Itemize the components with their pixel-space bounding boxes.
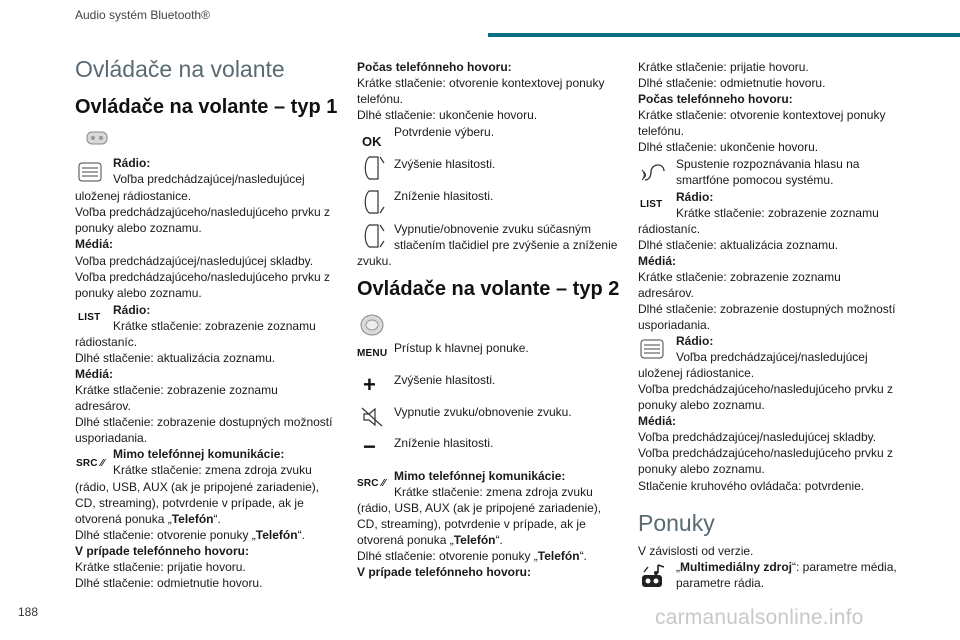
mute-speaker-icon bbox=[360, 406, 384, 428]
text-line: ponuky alebo zoznamu. bbox=[75, 221, 202, 235]
call-title: V prípade telefónneho hovoru: bbox=[75, 544, 250, 558]
section-heading: Ovládače na volante bbox=[75, 56, 285, 82]
text-line: Dlhé stlačenie: aktualizácia zoznamu. bbox=[75, 351, 276, 365]
text-line: rádiostaníc. bbox=[75, 335, 138, 349]
text-line: Voľba predchádzajúcej/nasledujúcej bbox=[113, 172, 305, 186]
src-button-icon: SRC ⁄⁄ bbox=[357, 478, 386, 489]
text-line: Krátke stlačenie: zobrazenie zoznamu bbox=[75, 383, 278, 397]
text-line: adresárov. bbox=[638, 286, 694, 300]
text-line: telefónu. bbox=[638, 124, 685, 138]
text-line: Krátke stlačenie: zmena zdroja zvuku bbox=[113, 463, 312, 477]
text-line: Krátke stlačenie: zobrazenie zoznamu bbox=[638, 270, 841, 284]
text-line: Voľba predchádzajúcej/nasledujúcej skladby. bbox=[75, 254, 314, 268]
text-line: Spustenie rozpoznávania hlasu na bbox=[676, 157, 860, 171]
minus-icon: − bbox=[363, 434, 376, 459]
text-line: rádiostaníc. bbox=[638, 222, 701, 236]
media-title: Médiá: bbox=[75, 367, 114, 381]
text-line: „Multimediálny zdroj“: parametre média, bbox=[676, 560, 897, 574]
running-header: Audio systém Bluetooth® bbox=[75, 8, 210, 22]
text-line: Dlhé stlačenie: zobrazenie dostupných možností bbox=[638, 302, 896, 316]
media-title: Médiá: bbox=[75, 237, 114, 251]
text-line: uloženej rádiostanice. bbox=[75, 189, 192, 203]
text-line: uloženej rádiostanice. bbox=[638, 366, 755, 380]
watermark: carmanualsonline.info bbox=[655, 606, 864, 629]
subheading-type1: Ovládače na volante – typ 1 bbox=[75, 96, 338, 118]
text-line: Krátke stlačenie: prijatie hovoru. bbox=[75, 560, 246, 574]
text-line: Voľba predchádzajúcej/nasledujúcej bbox=[676, 350, 868, 364]
text-line: smartfóne pomocou systému. bbox=[676, 173, 834, 187]
text-line: Voľba predchádzajúceho/nasledujúceho prvku z bbox=[638, 382, 894, 396]
block2-title: Rádio: bbox=[113, 303, 151, 317]
ok-button-icon: OK bbox=[362, 134, 382, 149]
text-line: Stlačenie kruhového ovládača: potvrdenie. bbox=[638, 479, 865, 493]
wheel-title: Rádio: bbox=[676, 334, 714, 348]
text-line: Krátke stlačenie: otvorenie kontextovej ponuky bbox=[357, 76, 605, 90]
page-number: 188 bbox=[18, 605, 39, 619]
text-line: Voľba predchádzajúcej/nasledujúcej skladby. bbox=[638, 430, 877, 444]
text-line: Zníženie hlasitosti. bbox=[394, 189, 494, 203]
text-line: Prístup k hlavnej ponuke. bbox=[394, 341, 529, 355]
text-line: Vypnutie zvuku/obnovenie zvuku. bbox=[394, 405, 572, 419]
text-line: Dlhé stlačenie: zobrazenie dostupných možností bbox=[75, 415, 333, 429]
steering-controls-icon bbox=[86, 129, 108, 147]
volume-up-icon bbox=[360, 154, 386, 182]
plus-icon: + bbox=[363, 372, 376, 397]
multimedia-source-icon bbox=[640, 563, 668, 589]
text-line: Potvrdenie výberu. bbox=[394, 125, 495, 139]
menu-button-icon: MENU bbox=[357, 348, 388, 359]
text-line: Krátke stlačenie: prijatie hovoru. bbox=[638, 60, 809, 74]
thumbwheel-icon bbox=[78, 162, 102, 182]
text-line: CD, streaming), potvrdenie v prípade, ak je bbox=[75, 496, 304, 510]
media-title: Médiá: bbox=[638, 414, 677, 428]
voice-recognition-icon bbox=[641, 162, 667, 184]
src-button-icon: SRC ⁄⁄ bbox=[76, 458, 105, 469]
text-line: Vypnutie/obnovenie zvuku súčasným bbox=[394, 222, 592, 236]
text-line: Dlhé stlačenie: odmietnutie hovoru. bbox=[75, 576, 263, 590]
text-line: Krátke stlačenie: otvorenie kontextovej ponuky bbox=[638, 108, 886, 122]
text-line: Dlhé stlačenie: otvorenie ponuky „Telefón“. bbox=[75, 528, 305, 542]
text-line: Krátke stlačenie: zobrazenie zoznamu bbox=[113, 319, 316, 333]
header-accent-bar bbox=[488, 33, 960, 37]
steering-controls-icon bbox=[359, 313, 385, 337]
call-title: Počas telefónneho hovoru: bbox=[357, 60, 512, 74]
text-line: Voľba predchádzajúceho/nasledujúceho prvku z bbox=[75, 205, 331, 219]
volume-down-icon bbox=[360, 188, 386, 216]
mute-icon bbox=[360, 222, 386, 250]
list-button-icon: LIST bbox=[640, 199, 663, 210]
media-title: Médiá: bbox=[638, 254, 677, 268]
text-line: Dlhé stlačenie: ukončenie hovoru. bbox=[357, 108, 538, 122]
text-line: Voľba predchádzajúceho/nasledujúceho prvku z bbox=[75, 270, 331, 284]
text-line: Zníženie hlasitosti. bbox=[394, 436, 494, 450]
text-line: zvuku. bbox=[357, 254, 392, 268]
text-line: Zvýšenie hlasitosti. bbox=[394, 157, 496, 171]
call-title: Počas telefónneho hovoru: bbox=[638, 92, 793, 106]
call-title: V prípade telefónneho hovoru: bbox=[357, 565, 532, 579]
text-line: adresárov. bbox=[75, 399, 131, 413]
text-line: parametre rádia. bbox=[676, 576, 765, 590]
text-line: (rádio, USB, AUX (ak je pripojené zariadenie), bbox=[75, 480, 320, 494]
text-line: V závislosti od verzie. bbox=[638, 544, 754, 558]
text-line: ponuky alebo zoznamu. bbox=[638, 398, 765, 412]
text-line: Krátke stlačenie: zobrazenie zoznamu bbox=[676, 206, 879, 220]
text-line: usporiadania. bbox=[75, 431, 148, 445]
src-title: Mimo telefónnej komunikácie: bbox=[394, 469, 566, 483]
text-line: Dlhé stlačenie: ukončenie hovoru. bbox=[638, 140, 819, 154]
text-line: Voľba predchádzajúceho/nasledujúceho prvku z bbox=[638, 446, 894, 460]
menus-heading: Ponuky bbox=[638, 510, 715, 536]
text-line: Krátke stlačenie: zmena zdroja zvuku bbox=[394, 485, 593, 499]
text-line: ponuky alebo zoznamu. bbox=[638, 462, 765, 476]
text-line: stlačením tlačidiel pre zvýšenie a zníženie bbox=[394, 238, 618, 252]
text-line: usporiadania. bbox=[638, 318, 711, 332]
text-line: telefónu. bbox=[357, 92, 404, 106]
text-line: CD, streaming), potvrdenie v prípade, ak je bbox=[357, 517, 586, 531]
text-line: Dlhé stlačenie: odmietnutie hovoru. bbox=[638, 76, 826, 90]
list-title: Rádio: bbox=[676, 190, 714, 204]
text-line: Zvýšenie hlasitosti. bbox=[394, 373, 496, 387]
text-line: ponuky alebo zoznamu. bbox=[75, 286, 202, 300]
list-button-icon: LIST bbox=[78, 312, 101, 323]
text-line: Dlhé stlačenie: otvorenie ponuky „Telefón“. bbox=[357, 549, 587, 563]
text-line: (rádio, USB, AUX (ak je pripojené zariadenie), bbox=[357, 501, 602, 515]
thumbwheel-icon bbox=[640, 339, 664, 359]
text-line: otvorená ponuka „Telefón“. bbox=[75, 512, 221, 526]
subheading-type2: Ovládače na volante – typ 2 bbox=[357, 278, 620, 300]
text-line: Dlhé stlačenie: aktualizácia zoznamu. bbox=[638, 238, 839, 252]
block3-title: Mimo telefónnej komunikácie: bbox=[113, 447, 285, 461]
block1-title: Rádio: bbox=[113, 156, 151, 170]
text-line: otvorená ponuka „Telefón“. bbox=[357, 533, 503, 547]
